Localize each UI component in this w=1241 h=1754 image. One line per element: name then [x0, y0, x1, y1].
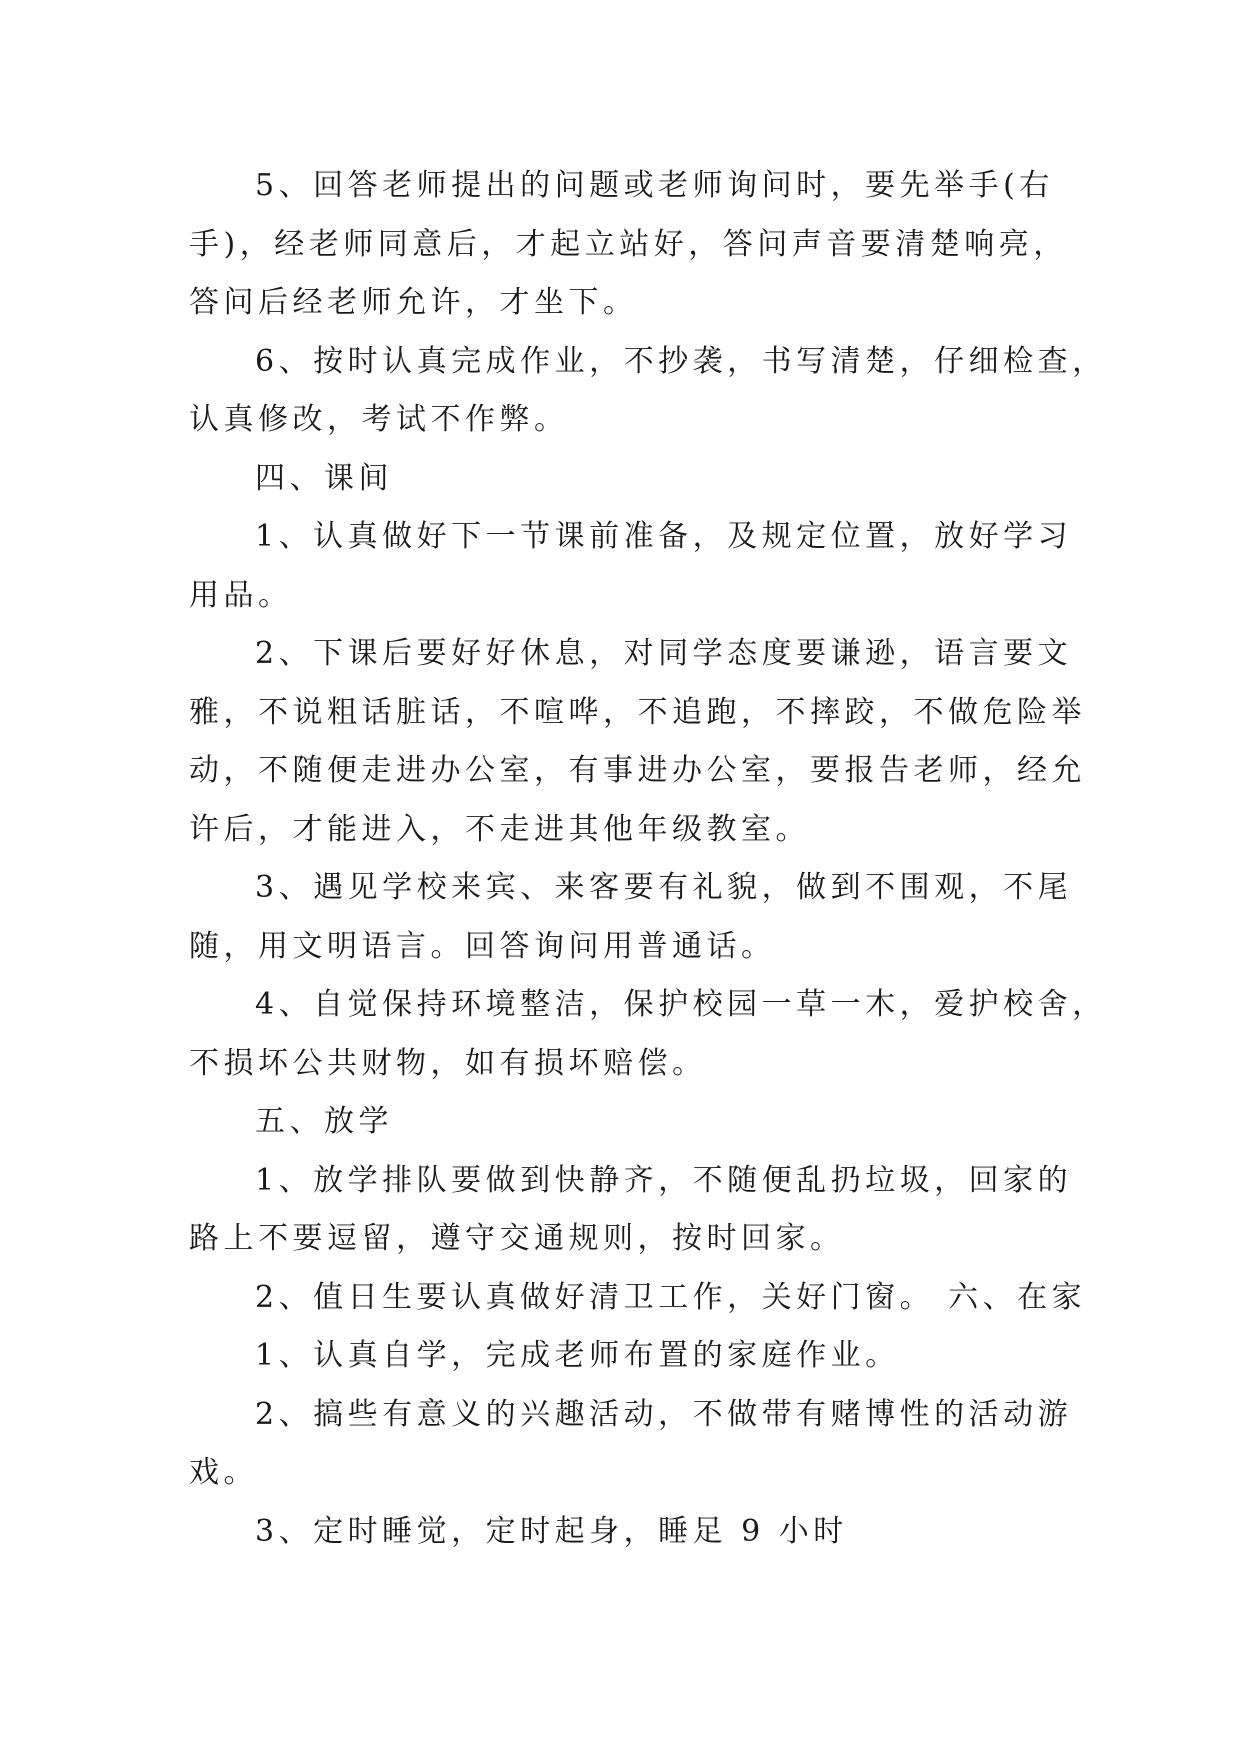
- paragraph-line: 1、放学排队要做到快静齐，不随便乱扔垃圾，回家的: [255, 1163, 1073, 1198]
- paragraph-line: 2、搞些有意义的兴趣活动，不做带有赌博性的活动游: [255, 1397, 1073, 1432]
- paragraph-line: 动，不随便走进办公室，有事进办公室，要报告老师，经允: [189, 753, 1086, 788]
- paragraph-line: 认真修改，考试不作弊。: [189, 402, 569, 437]
- paragraph-line: 4、自觉保持环境整洁，保护校园一草一木，爱护校舍，: [255, 987, 1107, 1022]
- paragraph-line: 不损坏公共财物，如有损坏赔偿。: [189, 1046, 707, 1081]
- paragraph-line: 5、回答老师提出的问题或老师询问时，要先举手(右: [255, 168, 1054, 203]
- paragraph-line: 用品。: [189, 578, 293, 613]
- paragraph-line: 戏。: [189, 1455, 258, 1490]
- paragraph-line: 手)，经老师同意后，才起立站好，答问声音要清楚响亮，: [189, 227, 1068, 262]
- section-heading: 四、课间: [255, 461, 393, 496]
- paragraph-line: 3、遇见学校来宾、来客要有礼貌，做到不围观，不尾: [255, 870, 1073, 905]
- paragraph-line: 雅，不说粗话脏话，不喧哗，不追跑，不摔跤，不做危险举: [189, 695, 1086, 730]
- paragraph-line: 许后，才能进入，不走进其他年级教室。: [189, 812, 810, 847]
- paragraph-line: 3、定时睡觉，定时起身，睡足 9 小时: [255, 1514, 848, 1549]
- paragraph-line: 路上不要逗留，遵守交通规则，按时回家。: [189, 1221, 845, 1256]
- paragraph-line: 6、按时认真完成作业，不抄袭，书写清楚，仔细检查，: [255, 344, 1107, 379]
- section-heading: 五、放学: [255, 1104, 393, 1139]
- paragraph-line: 2、下课后要好好休息，对同学态度要谦逊，语言要文: [255, 636, 1073, 671]
- paragraph-line: 1、认真自学，完成老师布置的家庭作业。: [255, 1338, 900, 1373]
- paragraph-line: 1、认真做好下一节课前准备，及规定位置，放好学习: [255, 519, 1073, 554]
- paragraph-line: 答问后经老师允许，才坐下。: [189, 285, 638, 320]
- paragraph-line: 随，用文明语言。回答询问用普通话。: [189, 929, 776, 964]
- paragraph-line: 2、值日生要认真做好清卫工作，关好门窗。 六、在家: [255, 1280, 1087, 1315]
